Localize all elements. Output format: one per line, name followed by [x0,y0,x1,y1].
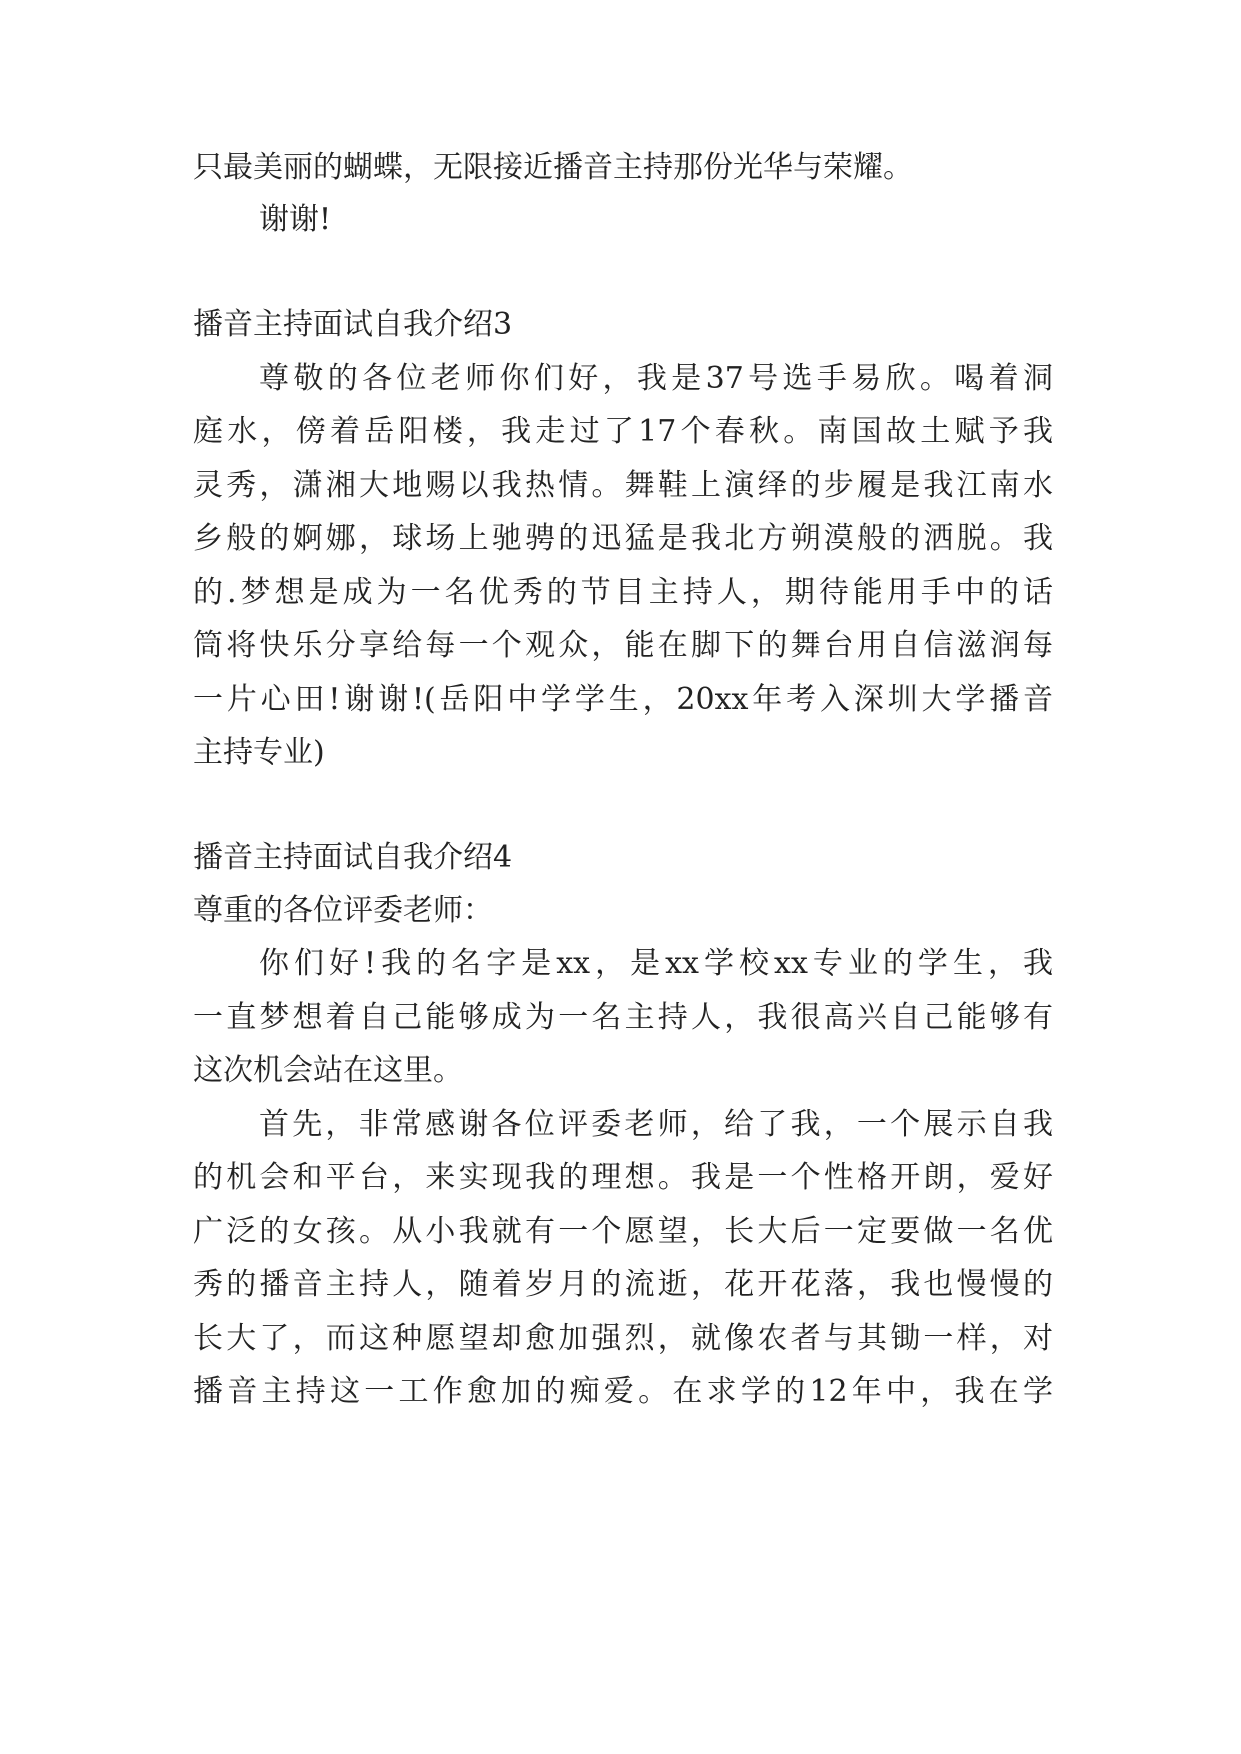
text-line: 你们好!我的名字是xx，是xx学校xx专业的学生，我 [259,946,1053,981]
text-line: 主持专业) [193,735,325,770]
text-line: 筒将快乐分享给每一个观众，能在脚下的舞台用自信滋润每 [193,628,1053,663]
text-line: 只最美丽的蝴蝶，无限接近播音主持那份光华与荣耀。 [193,150,913,185]
text-line: 灵秀，潇湘大地赐以我热情。舞鞋上演绎的步履是我江南水 [193,468,1053,503]
closing-thanks: 谢谢! [259,202,332,237]
text-line: 一片心田!谢谢!(岳阳中学学生，20xx年考入深圳大学播音 [193,682,1053,717]
section-heading-4: 播音主持面试自我介绍4 [193,840,513,875]
text-line: 尊敬的各位老师你们好，我是37号选手易欣。喝着洞 [259,361,1053,396]
text-line: 播音主持这一工作愈加的痴爱。在求学的12年中，我在学 [193,1374,1053,1409]
salutation: 尊重的各位评委老师： [193,893,493,928]
text-line: 一直梦想着自己能够成为一名主持人，我很高兴自己能够有 [193,1000,1053,1035]
text-line: 秀的播音主持人，随着岁月的流逝，花开花落，我也慢慢的 [193,1267,1053,1302]
text-line: 这次机会站在这里。 [193,1053,463,1088]
text-line: 的机会和平台，来实现我的理想。我是一个性格开朗，爱好 [193,1160,1053,1195]
text-line: 长大了，而这种愿望却愈加强烈，就像农者与其锄一样，对 [193,1321,1053,1356]
text-line: 乡般的婀娜，球场上驰骋的迅猛是我北方朔漠般的洒脱。我 [193,521,1053,556]
text-line: 广泛的女孩。从小我就有一个愿望，长大后一定要做一名优 [193,1214,1053,1249]
section-heading-3: 播音主持面试自我介绍3 [193,307,513,342]
text-line: 首先，非常感谢各位评委老师，给了我，一个展示自我 [259,1107,1053,1142]
text-line: 的.梦想是成为一名优秀的节目主持人，期待能用手中的话 [193,575,1053,610]
text-line: 庭水，傍着岳阳楼，我走过了17个春秋。南国故土赋予我 [193,414,1053,449]
